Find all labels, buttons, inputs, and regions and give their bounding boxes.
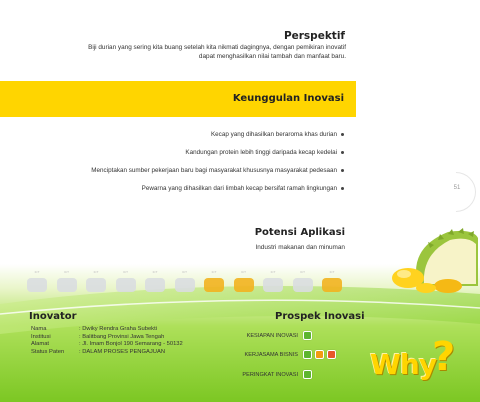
sector-icon-label: ICT xyxy=(270,270,276,274)
rating-badge-icon xyxy=(327,350,336,359)
prospek-label: PERINGKAT INOVASI xyxy=(242,371,298,378)
page-number: 51 xyxy=(453,185,461,191)
info-key: Nama xyxy=(31,326,47,332)
info-key: Alamat xyxy=(31,341,50,348)
info-row xyxy=(31,349,183,357)
list-item xyxy=(20,184,344,202)
sector-icon-shape xyxy=(57,278,77,292)
sector-icon-label: ICT xyxy=(93,270,99,274)
sector-icon xyxy=(83,270,109,300)
prospek-row-kesiapan xyxy=(228,331,315,340)
sector-icon xyxy=(231,270,257,300)
rating-badge-icon xyxy=(303,331,312,340)
list-item-text: Kandungan protein lebih tinggi daripada kecap kedelai xyxy=(185,149,337,156)
sector-icon xyxy=(142,270,168,300)
sector-icon xyxy=(319,270,345,300)
list-item-text: Kecap yang dihasilkan beraroma khas durian xyxy=(210,131,337,138)
inovator-info xyxy=(31,326,183,356)
sector-icon-shape xyxy=(175,278,195,292)
info-value: : DALAM PROSES PENGAJUAN xyxy=(79,348,166,355)
sector-icon xyxy=(24,270,50,300)
sector-icon-label: ICT xyxy=(241,270,246,274)
sector-icon-label: ICT xyxy=(329,270,335,274)
potensi-text: Industri makanan dan minuman xyxy=(255,244,345,251)
sector-icon-shape xyxy=(145,278,165,292)
sector-icon-label: ICT xyxy=(64,270,69,274)
sector-icon xyxy=(113,270,139,300)
keunggulan-list xyxy=(20,130,344,202)
sector-icon-shape xyxy=(234,278,254,292)
sector-icon-shape xyxy=(293,278,313,292)
sector-icon-label: ICT xyxy=(182,270,187,274)
sector-icon-shape xyxy=(263,278,283,292)
info-row xyxy=(31,334,183,342)
bullet-icon xyxy=(341,151,344,154)
prospek-label: KESIAPAN INOVASI xyxy=(246,332,298,339)
info-key: Institusi xyxy=(31,333,51,340)
info-value: : Balitbang Provinsi Jawa Tengah xyxy=(79,333,165,340)
perspektif-line-1: Biji durian yang sering kita buang setelah kita nikmati dagingnya, dengan pemikiran inovatif xyxy=(88,44,346,51)
list-item xyxy=(20,166,344,184)
list-item-text: Pewarna yang dihasilkan dari limbah kecap bersifat ramah lingkungan xyxy=(141,185,337,192)
sector-icon-label: ICT xyxy=(34,270,40,274)
sector-icon-label: ICT xyxy=(152,270,158,274)
rating-badge-icon xyxy=(315,350,324,359)
sector-icon-shape xyxy=(116,278,136,292)
durian-illustration xyxy=(378,228,480,296)
perspektif-paragraph xyxy=(34,43,346,61)
sector-icon xyxy=(201,270,227,300)
prospek-title: Prospek Inovasi xyxy=(275,311,365,322)
info-row xyxy=(31,326,183,334)
sector-icon xyxy=(54,270,80,300)
sector-icon xyxy=(290,270,316,300)
sector-icon-label: ICT xyxy=(123,270,128,274)
inovator-title: Inovator xyxy=(29,311,77,322)
sector-icons-row xyxy=(24,270,356,300)
info-row xyxy=(31,341,183,349)
question-mark-icon: ? xyxy=(432,334,456,380)
page-number-arc xyxy=(428,164,480,221)
list-item xyxy=(20,148,344,166)
rating-badge-icon xyxy=(303,350,312,359)
info-value: : Jl. Imam Bonjol 190 Semarang - 50132 xyxy=(79,341,183,348)
keunggulan-title: Keunggulan Inovasi xyxy=(232,93,344,104)
sector-icon xyxy=(172,270,198,300)
info-key: Status Paten xyxy=(31,348,65,355)
keunggulan-header-bar xyxy=(0,81,356,117)
bullet-icon xyxy=(341,133,344,136)
sector-icon-shape xyxy=(322,278,342,292)
prospek-row-peringkat xyxy=(228,370,315,379)
why-logo-text: Why xyxy=(370,348,437,381)
sector-icon xyxy=(260,270,286,300)
sector-icon-label: ICT xyxy=(300,270,305,274)
sector-icon-shape xyxy=(204,278,224,292)
prospek-row-kerjasama xyxy=(228,350,339,359)
prospek-label: KERJASAMA BISNIS xyxy=(244,351,298,358)
potensi-title: Potensi Aplikasi xyxy=(254,227,345,238)
info-value: : Dwiky Rendra Graha Subekti xyxy=(79,326,157,332)
sector-icon-label: ICT xyxy=(211,270,217,274)
sector-icon-shape xyxy=(27,278,47,292)
perspektif-line-2: dapat menghasilkan nilai tambah dan manfaat baru. xyxy=(198,53,346,60)
list-item-text: Menciptakan sumber pekerjaan baru bagi masyarakat khususnya masyarakat pedesaan xyxy=(91,167,337,174)
rating-badge-icon xyxy=(303,370,312,379)
list-item xyxy=(20,130,344,148)
bullet-icon xyxy=(341,169,344,172)
perspektif-title: Perspektif xyxy=(283,30,345,42)
bullet-icon xyxy=(341,187,344,190)
sector-icon-shape xyxy=(86,278,106,292)
